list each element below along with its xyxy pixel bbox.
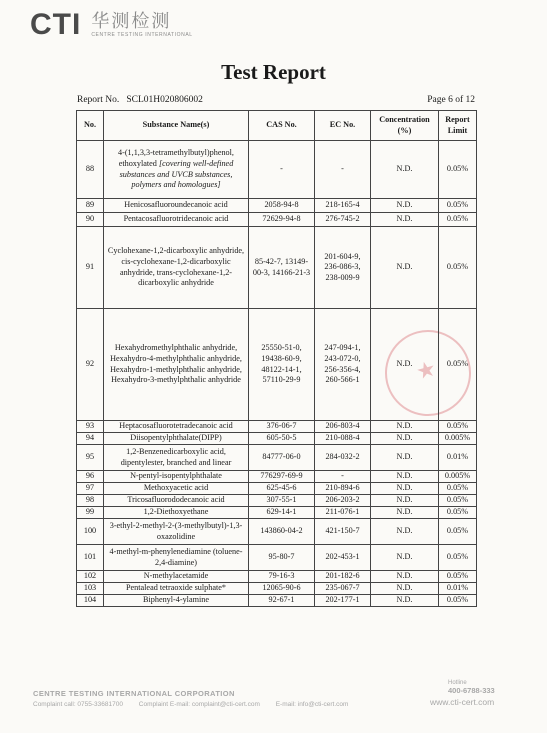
- table-row: [77, 433, 477, 445]
- cell-no: [77, 571, 104, 583]
- logo-chinese-text: 华测检测: [91, 11, 172, 32]
- cell-cas-text: 143860-04-2: [260, 526, 303, 536]
- cell-no: [77, 495, 104, 507]
- cell-no-text: 92: [85, 359, 95, 369]
- cell-no: [77, 227, 104, 309]
- cell-limit-text: 0.05%: [446, 421, 469, 431]
- cell-cas: [249, 471, 315, 483]
- cell-limit: [439, 471, 477, 483]
- cell-substance-text: Cyclohexane-1,2-dicarboxylic anhydride, cis-cyclohexane-1,2-dicarboxylic anhydride, trans-cyclohexane-1,2-dicarboxylic anhydride: [107, 246, 245, 288]
- cell-ec-text: 218-165-4: [325, 200, 360, 210]
- cell-cas-text: 25550-51-0, 19438-60-9, 48122-14-1, 57110-29-9: [261, 343, 302, 385]
- cell-limit-text: 0.05%: [446, 359, 469, 369]
- cell-substance-text: Pentalead tetraoxide sulphate*: [125, 583, 227, 593]
- cell-substance: [104, 519, 249, 545]
- cell-no: [77, 483, 104, 495]
- cell-no-text: 99: [85, 507, 95, 517]
- cell-cas: [249, 583, 315, 595]
- cell-concentration: [371, 595, 439, 607]
- cell-substance: [104, 433, 249, 445]
- footer-complaint-email: Complaint E-mail: complaint@cti-cert.com: [138, 701, 260, 708]
- cell-ec-text: 210-894-6: [325, 483, 360, 493]
- cell-ec: [315, 545, 371, 571]
- cell-substance-text: Pentacosafluorotridecanoic acid: [123, 214, 229, 224]
- cell-ec-text: 210-088-4: [325, 433, 360, 443]
- cell-concentration-text: N.D.: [396, 507, 413, 517]
- cell-ec-text: -: [341, 471, 344, 481]
- cell-limit-text: 0.05%: [446, 571, 469, 581]
- report-number: [77, 95, 203, 105]
- cti-logo: [30, 7, 193, 43]
- table-header-row: [77, 111, 477, 141]
- cell-concentration: [371, 199, 439, 213]
- cell-ec: [315, 141, 371, 199]
- cell-substance-note: [covering well-defined substances and UVCB substances, polymers and homologues]: [119, 158, 234, 190]
- table-row: [77, 519, 477, 545]
- logo-text: CTI: [30, 8, 82, 41]
- cell-substance-text: 1,2-Benzenedicarboxylic acid, dipentylester, branched and linear: [120, 446, 232, 467]
- cell-concentration: [371, 433, 439, 445]
- cell-cas-text: 92-67-1: [268, 595, 295, 605]
- cell-substance-text: Biphenyl-4-ylamine: [143, 595, 209, 605]
- table-row: [77, 227, 477, 309]
- cell-concentration-text: N.D.: [396, 359, 413, 369]
- cell-limit: [439, 227, 477, 309]
- cell-no-text: 98: [85, 495, 95, 505]
- cell-substance-text: Tricosafluorododecanoic acid: [127, 495, 225, 505]
- cell-concentration: [371, 227, 439, 309]
- cell-no: [77, 519, 104, 545]
- cell-ec: [315, 471, 371, 483]
- cell-ec-text: 284-032-2: [325, 452, 360, 462]
- footer-complaint-call: Complaint call: 0755-33681700: [33, 701, 123, 708]
- cell-ec-text: 202-177-1: [325, 595, 360, 605]
- cell-limit-text: 0.005%: [444, 471, 471, 481]
- cell-limit: [439, 483, 477, 495]
- cell-limit: [439, 571, 477, 583]
- table-row: [77, 545, 477, 571]
- cell-limit-text: 0.05%: [446, 552, 469, 562]
- report-number-label: Report No.: [77, 95, 120, 105]
- cell-limit: [439, 507, 477, 519]
- substance-table: [76, 110, 477, 607]
- cell-ec: [315, 519, 371, 545]
- cell-ec-text: 206-803-4: [325, 421, 360, 431]
- cell-cas: [249, 213, 315, 227]
- footer: [33, 689, 362, 708]
- cell-limit-text: 0.01%: [446, 452, 469, 462]
- cell-no-text: 89: [85, 200, 95, 210]
- cell-concentration-text: N.D.: [396, 421, 413, 431]
- cell-substance-text: Henicosafluoroundecanoic acid: [124, 200, 228, 210]
- cell-no-text: 100: [83, 526, 97, 536]
- cell-ec-text: 421-150-7: [325, 526, 360, 536]
- cell-substance-text: 1,2-Diethoxyethane: [143, 507, 209, 517]
- cell-concentration: [371, 507, 439, 519]
- footer-hotline-label: Hotline: [448, 680, 467, 686]
- cell-limit: [439, 445, 477, 471]
- cell-limit: [439, 141, 477, 199]
- cell-concentration: [371, 309, 439, 421]
- cell-cas: [249, 483, 315, 495]
- cell-limit-text: 0.005%: [444, 433, 471, 443]
- cell-ec-text: -: [341, 164, 344, 174]
- cell-no-text: 103: [83, 583, 97, 593]
- cell-no-text: 88: [85, 164, 95, 174]
- cell-limit-text: 0.05%: [446, 214, 469, 224]
- cell-ec: [315, 199, 371, 213]
- cell-no: [77, 507, 104, 519]
- cell-substance: [104, 199, 249, 213]
- cell-concentration-text: N.D.: [396, 526, 413, 536]
- table-row: [77, 471, 477, 483]
- cell-ec-text: 202-453-1: [325, 552, 360, 562]
- logo-english-text: CENTRE TESTING INTERNATIONAL: [91, 32, 193, 38]
- cell-substance: [104, 213, 249, 227]
- cell-concentration: [371, 495, 439, 507]
- cell-limit-text: 0.05%: [446, 495, 469, 505]
- cell-limit: [439, 433, 477, 445]
- cell-ec: [315, 495, 371, 507]
- table-row: [77, 309, 477, 421]
- cell-no: [77, 545, 104, 571]
- cell-cas-text: 95-80-7: [268, 552, 295, 562]
- cell-substance: [104, 141, 249, 199]
- cell-concentration: [371, 571, 439, 583]
- cell-no-text: 93: [85, 421, 95, 431]
- cell-cas: [249, 507, 315, 519]
- cell-ec-text: 247-094-1, 243-072-0, 256-356-4, 260-566-1: [324, 343, 361, 385]
- cell-cas-text: 376-06-7: [266, 421, 297, 431]
- cell-ec: [315, 213, 371, 227]
- cell-cas: [249, 595, 315, 607]
- cell-substance: [104, 507, 249, 519]
- cell-cas-text: 605-50-5: [266, 433, 297, 443]
- cell-cas: [249, 199, 315, 213]
- table-row: [77, 583, 477, 595]
- cell-substance-text: 4-(1,1,3,3-tetramethylbutyl)phenol, ethoxylated: [118, 148, 234, 168]
- cell-limit-text: 0.05%: [446, 507, 469, 517]
- cell-substance: [104, 545, 249, 571]
- cell-concentration-text: N.D.: [396, 214, 413, 224]
- cell-no-text: 97: [85, 483, 95, 493]
- cell-cas-text: -: [280, 164, 283, 174]
- cell-limit: [439, 421, 477, 433]
- cell-limit-text: 0.05%: [446, 262, 469, 272]
- cell-substance: [104, 471, 249, 483]
- cell-no: [77, 309, 104, 421]
- table-row: [77, 571, 477, 583]
- cell-limit: [439, 213, 477, 227]
- cell-limit-text: 0.05%: [446, 200, 469, 210]
- cell-concentration: [371, 213, 439, 227]
- page-title: Test Report: [221, 60, 326, 84]
- cell-concentration: [371, 483, 439, 495]
- cell-concentration-text: N.D.: [396, 164, 413, 174]
- cell-no-text: 102: [83, 571, 97, 581]
- cell-no-text: 91: [85, 262, 95, 272]
- cell-substance: [104, 583, 249, 595]
- cell-cas: [249, 495, 315, 507]
- cell-no: [77, 199, 104, 213]
- cell-cas: [249, 309, 315, 421]
- column-header-no: No.: [77, 111, 104, 141]
- cell-limit-text: 0.05%: [446, 483, 469, 493]
- cell-substance-text: 3-ethyl-2-methyl-2-(3-methylbutyl)-1,3-oxazolidine: [109, 520, 243, 541]
- cell-no: [77, 471, 104, 483]
- cell-limit: [439, 519, 477, 545]
- cell-no-text: 101: [83, 552, 97, 562]
- cell-cas: [249, 433, 315, 445]
- cell-cas: [249, 571, 315, 583]
- cell-no-text: 90: [85, 214, 95, 224]
- column-header-ec: EC No.: [315, 111, 371, 141]
- cell-concentration-text: N.D.: [396, 552, 413, 562]
- cell-cas-text: 2058-94-8: [264, 200, 299, 210]
- cell-substance: [104, 595, 249, 607]
- report-number-value: SCL01H020806002: [126, 95, 203, 105]
- cell-concentration-text: N.D.: [396, 262, 413, 272]
- cell-cas-text: 85-42-7, 13149-00-3, 14166-21-3: [252, 256, 311, 277]
- cell-limit-text: 0.05%: [446, 595, 469, 605]
- cell-concentration: [371, 421, 439, 433]
- footer-corporation: CENTRE TESTING INTERNATIONAL CORPORATION: [33, 689, 235, 698]
- cell-limit: [439, 199, 477, 213]
- cell-no-text: 94: [85, 433, 95, 443]
- cell-cas-text: 72629-94-8: [262, 214, 301, 224]
- table-row: [77, 421, 477, 433]
- cell-ec: [315, 583, 371, 595]
- cell-ec-text: 201-604-9, 236-086-3, 238-009-9: [324, 251, 361, 282]
- cell-concentration-text: N.D.: [396, 200, 413, 210]
- cell-concentration-text: N.D.: [396, 495, 413, 505]
- cell-no: [77, 583, 104, 595]
- cell-ec: [315, 421, 371, 433]
- cell-cas-text: 629-14-1: [266, 507, 297, 517]
- table-row: [77, 483, 477, 495]
- table-row: [77, 141, 477, 199]
- cell-no: [77, 141, 104, 199]
- cell-substance: [104, 495, 249, 507]
- cell-cas-text: 79-16-3: [268, 571, 295, 581]
- cell-ec: [315, 445, 371, 471]
- cell-limit: [439, 545, 477, 571]
- cell-substance: [104, 571, 249, 583]
- cell-limit-text: 0.05%: [446, 164, 469, 174]
- table-row: [77, 199, 477, 213]
- column-header-cas: CAS No.: [249, 111, 315, 141]
- table-row: [77, 595, 477, 607]
- cell-ec-text: 235-067-7: [325, 583, 360, 593]
- cell-concentration-text: N.D.: [396, 433, 413, 443]
- footer-website: www.cti-cert.com: [430, 697, 495, 707]
- table-row: [77, 445, 477, 471]
- cell-no: [77, 213, 104, 227]
- cell-substance: [104, 227, 249, 309]
- cell-concentration-text: N.D.: [396, 471, 413, 481]
- cell-no-text: 95: [85, 452, 95, 462]
- cell-ec-text: 276-745-2: [325, 214, 360, 224]
- table-row: [77, 213, 477, 227]
- cell-ec-text: 201-182-6: [325, 571, 360, 581]
- cell-cas: [249, 545, 315, 571]
- cell-cas-text: 84777-06-0: [262, 452, 301, 462]
- cell-concentration-text: N.D.: [396, 571, 413, 581]
- cell-cas: [249, 445, 315, 471]
- table-row: [77, 507, 477, 519]
- cell-cas: [249, 519, 315, 545]
- table-row: [77, 495, 477, 507]
- cell-concentration-text: N.D.: [396, 483, 413, 493]
- cell-ec: [315, 507, 371, 519]
- cell-substance-text: Diisopentylphthalate(DIPP): [130, 433, 222, 443]
- footer-contact: [430, 680, 495, 707]
- cell-limit: [439, 583, 477, 595]
- cell-cas-text: 12065-90-6: [262, 583, 301, 593]
- cell-concentration: [371, 141, 439, 199]
- cell-ec: [315, 483, 371, 495]
- cell-cas-text: 776297-69-9: [260, 471, 303, 481]
- cell-concentration-text: N.D.: [396, 452, 413, 462]
- cell-cas-text: 307-55-1: [266, 495, 297, 505]
- cell-limit: [439, 309, 477, 421]
- cell-limit-text: 0.05%: [446, 526, 469, 536]
- cell-concentration: [371, 583, 439, 595]
- cell-substance-text: N-methylacetamide: [143, 571, 209, 581]
- column-header-substance: Substance Name(s): [104, 111, 249, 141]
- cell-no: [77, 433, 104, 445]
- cell-substance-text: Hexahydromethylphthalic anhydride, Hexahydro-4-methylphthalic anhydride, Hexahydro-1-methylphthalic anhydride, Hexahydro-3-methylphthalic anhydride: [110, 343, 242, 385]
- cell-limit: [439, 495, 477, 507]
- cell-substance: [104, 309, 249, 421]
- cell-concentration: [371, 545, 439, 571]
- cell-substance-text: 4-methyl-m-phenylenediamine (toluene-2,4-diamine): [109, 546, 243, 567]
- cell-ec-text: 206-203-2: [325, 495, 360, 505]
- footer-hotline-number: 400-6788-333: [448, 686, 495, 695]
- cell-no: [77, 445, 104, 471]
- column-header-concentration: Concentration (%): [371, 111, 439, 141]
- cell-concentration: [371, 471, 439, 483]
- cell-no-text: 96: [85, 471, 95, 481]
- cell-no: [77, 421, 104, 433]
- cell-cas: [249, 141, 315, 199]
- cell-concentration-text: N.D.: [396, 583, 413, 593]
- cell-concentration: [371, 519, 439, 545]
- footer-email: E-mail: info@cti-cert.com: [275, 701, 349, 708]
- cell-limit: [439, 595, 477, 607]
- cell-ec: [315, 227, 371, 309]
- cell-concentration-text: N.D.: [396, 595, 413, 605]
- cell-substance-text: Methoxyacetic acid: [143, 483, 209, 493]
- cell-substance: [104, 483, 249, 495]
- cell-cas-text: 625-45-6: [266, 483, 297, 493]
- cell-substance: [104, 445, 249, 471]
- column-header-limit: Report Limit: [439, 111, 477, 141]
- cell-substance: [104, 421, 249, 433]
- cell-ec: [315, 571, 371, 583]
- cell-ec: [315, 595, 371, 607]
- cell-no-text: 104: [83, 595, 97, 605]
- page-number: Page 6 of 12: [427, 95, 475, 105]
- cell-ec: [315, 433, 371, 445]
- cell-ec-text: 211-076-1: [325, 507, 360, 517]
- cell-concentration: [371, 445, 439, 471]
- cell-substance-text: N-pentyl-isopentylphthalate: [130, 471, 222, 481]
- cell-cas: [249, 227, 315, 309]
- cell-cas: [249, 421, 315, 433]
- cell-limit-text: 0.01%: [446, 583, 469, 593]
- cell-no: [77, 595, 104, 607]
- cell-ec: [315, 309, 371, 421]
- cell-substance-text: Heptacosafluorotetradecanoic acid: [119, 421, 233, 431]
